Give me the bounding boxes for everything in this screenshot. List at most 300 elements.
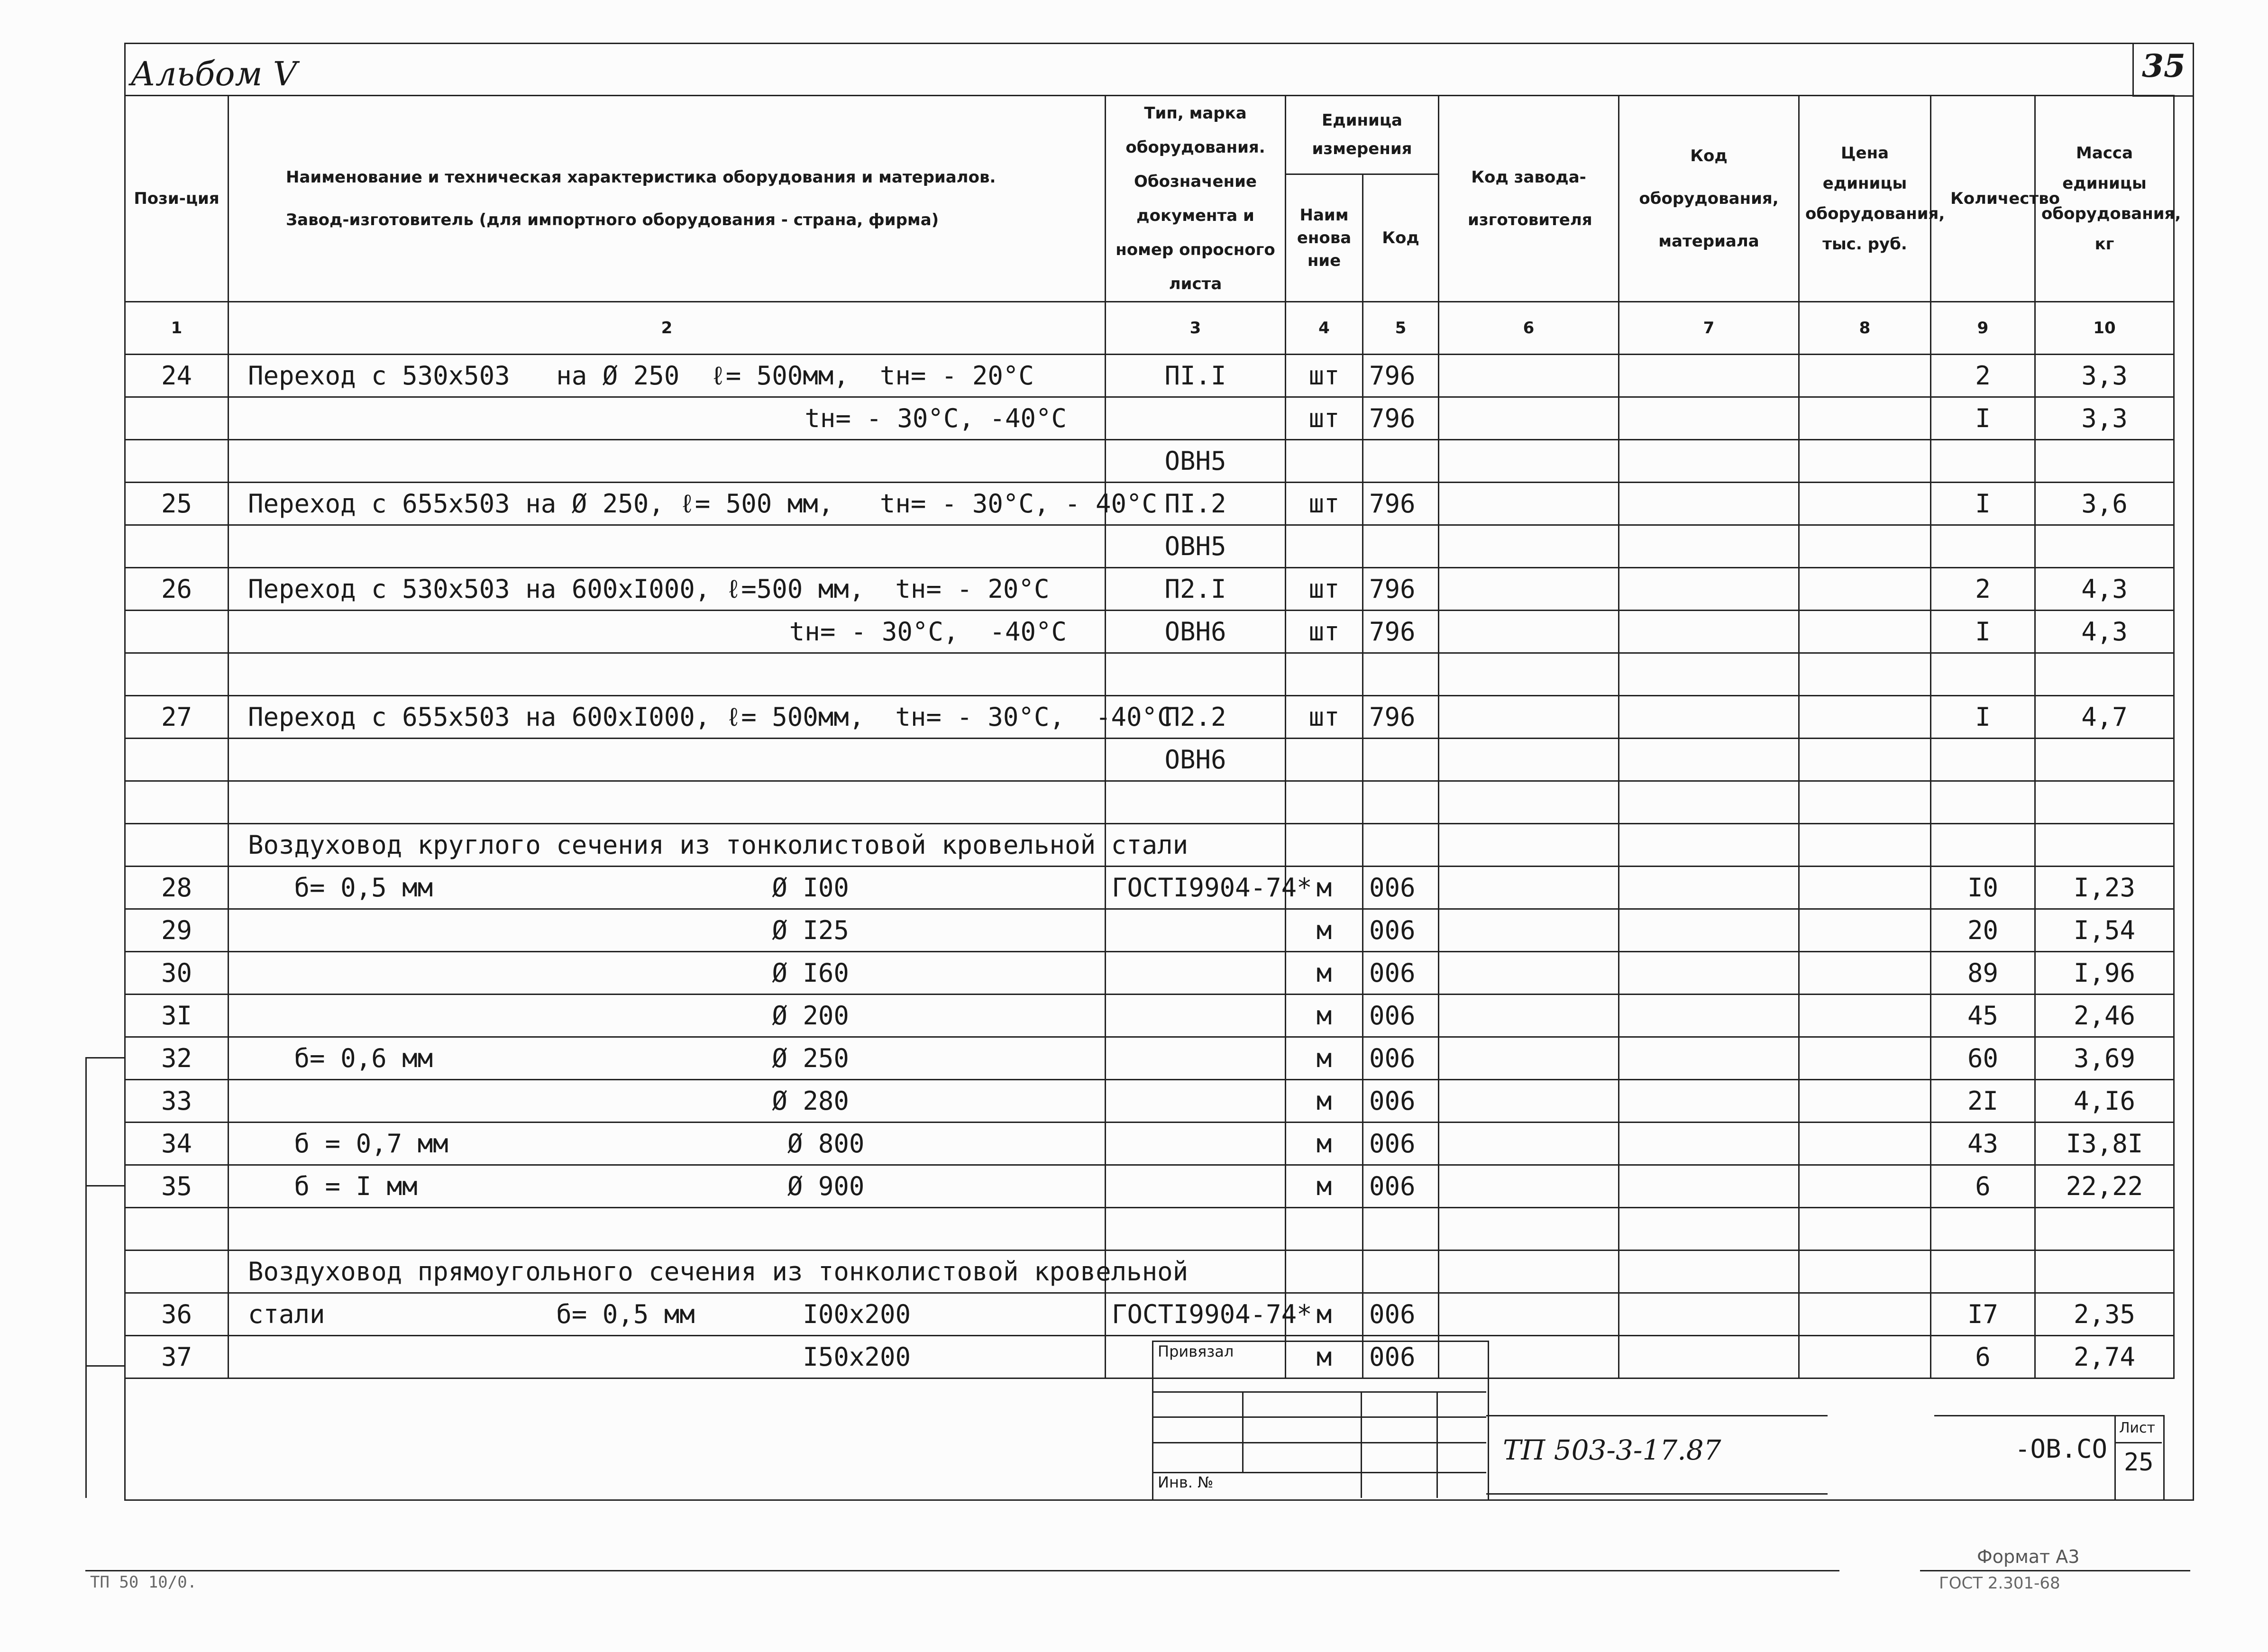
- code-cell: 796: [1363, 568, 1439, 611]
- mass-cell: I,54: [2035, 909, 2174, 952]
- position-cell: 29: [125, 909, 229, 952]
- header-unit-code: Код: [1363, 174, 1439, 301]
- factory-code-cell: [1439, 1250, 1619, 1293]
- factory-code-cell: [1439, 1123, 1619, 1165]
- header-name-line2: Завод-изготовитель (для импортного оборудования - страна, фирма): [286, 210, 939, 229]
- price-cell: [1799, 1037, 1931, 1080]
- material-code-cell: [1619, 824, 1799, 867]
- name-cell: Переход с 655х503 на Ø 250, ℓ= 500 мм, tн= - 30°С, - 40°С: [229, 483, 1106, 525]
- code-cell: 006: [1363, 1165, 1439, 1208]
- sheet-number: 25: [2124, 1448, 2154, 1477]
- type-cell: [1106, 653, 1286, 696]
- type-cell: [1106, 397, 1286, 440]
- type-cell: ОВН6: [1106, 611, 1286, 653]
- position-cell: 30: [125, 952, 229, 995]
- binding-line: [85, 1057, 87, 1498]
- name-cell: Ø I25: [229, 909, 1106, 952]
- price-cell: [1799, 781, 1931, 824]
- unit-cell: [1286, 525, 1363, 568]
- material-code-cell: [1619, 1165, 1799, 1208]
- code-cell: 006: [1363, 1123, 1439, 1165]
- unit-cell: м: [1286, 952, 1363, 995]
- doc-suffix: -ОВ.СО: [2015, 1434, 2108, 1464]
- mass-cell: 4,3: [2035, 611, 2174, 653]
- type-cell: [1106, 995, 1286, 1037]
- unit-cell: м: [1286, 1080, 1363, 1123]
- table-row: [125, 909, 2174, 952]
- corner-page-number: 35: [2142, 47, 2186, 84]
- stamp-inv-no: Инв. №: [1158, 1473, 1214, 1491]
- name-cell: Ø 280: [229, 1080, 1106, 1123]
- mass-cell: 4,7: [2035, 696, 2174, 739]
- price-cell: [1799, 696, 1931, 739]
- factory-code-cell: [1439, 1208, 1619, 1250]
- material-code-cell: [1619, 1123, 1799, 1165]
- table-row: [125, 696, 2174, 739]
- code-cell: 006: [1363, 952, 1439, 995]
- material-code-cell: [1619, 397, 1799, 440]
- header-price: Цена единицы оборудования, тыс. руб.: [1799, 96, 1931, 302]
- factory-code-cell: [1439, 440, 1619, 483]
- stamp-col-line: [1242, 1391, 1244, 1472]
- material-code-cell: [1619, 739, 1799, 781]
- type-cell: ГОСТI9904-74*: [1106, 1293, 1286, 1336]
- code-cell: 006: [1363, 867, 1439, 909]
- material-code-cell: [1619, 1037, 1799, 1080]
- quantity-cell: [1931, 1250, 2035, 1293]
- price-cell: [1799, 440, 1931, 483]
- quantity-cell: [1931, 739, 2035, 781]
- factory-code-cell: [1439, 824, 1619, 867]
- code-cell: 796: [1363, 397, 1439, 440]
- position-cell: [125, 611, 229, 653]
- mass-cell: 2,46: [2035, 995, 2174, 1037]
- factory-code-cell: [1439, 952, 1619, 995]
- quantity-cell: I: [1931, 483, 2035, 525]
- table-row: [125, 525, 2174, 568]
- type-cell: [1106, 781, 1286, 824]
- quantity-cell: I: [1931, 611, 2035, 653]
- price-cell: [1799, 653, 1931, 696]
- price-cell: [1799, 1208, 1931, 1250]
- material-code-cell: [1619, 440, 1799, 483]
- factory-code-cell: [1439, 781, 1619, 824]
- column-number: 2: [229, 302, 1106, 355]
- sheet-number-divider: [2114, 1442, 2162, 1443]
- material-code-cell: [1619, 1336, 1799, 1378]
- mass-cell: 2,35: [2035, 1293, 2174, 1336]
- name-cell: Ø I60: [229, 952, 1106, 995]
- price-cell: [1799, 397, 1931, 440]
- code-cell: [1363, 440, 1439, 483]
- name-cell: б = I мм Ø 900: [229, 1165, 1106, 1208]
- unit-cell: [1286, 1250, 1363, 1293]
- position-cell: [125, 824, 229, 867]
- bottom-left-text: ТП 50 10/0.: [90, 1573, 197, 1592]
- code-cell: 006: [1363, 995, 1439, 1037]
- table-row: [125, 1080, 2174, 1123]
- column-number: 10: [2035, 302, 2174, 355]
- quantity-cell: [1931, 653, 2035, 696]
- stamp-col-line: [1361, 1391, 1362, 1498]
- factory-code-cell: [1439, 653, 1619, 696]
- table-body: [125, 355, 2174, 1378]
- mass-cell: 4,I6: [2035, 1080, 2174, 1123]
- header-unit-group: Единица измерения: [1286, 96, 1439, 174]
- type-cell: [1106, 1037, 1286, 1080]
- column-number: 5: [1363, 302, 1439, 355]
- code-cell: 006: [1363, 909, 1439, 952]
- doc-code-line: [1486, 1493, 1828, 1495]
- name-cell: б= 0,5 мм Ø I00: [229, 867, 1106, 909]
- factory-code-cell: [1439, 1165, 1619, 1208]
- name-cell: Переход с 530х503 на 600хI000, ℓ=500 мм, tн= - 20°С: [229, 568, 1106, 611]
- header-material-code: Код оборудования, материала: [1619, 96, 1799, 302]
- mass-cell: 22,22: [2035, 1165, 2174, 1208]
- quantity-cell: 89: [1931, 952, 2035, 995]
- material-code-cell: [1619, 611, 1799, 653]
- price-cell: [1799, 355, 1931, 397]
- quantity-cell: [1931, 824, 2035, 867]
- material-code-cell: [1619, 995, 1799, 1037]
- column-number: 1: [125, 302, 229, 355]
- mass-cell: 3,3: [2035, 355, 2174, 397]
- material-code-cell: [1619, 1250, 1799, 1293]
- unit-cell: шт: [1286, 696, 1363, 739]
- mass-cell: 3,3: [2035, 397, 2174, 440]
- unit-cell: м: [1286, 1293, 1363, 1336]
- factory-code-cell: [1439, 739, 1619, 781]
- material-code-cell: [1619, 568, 1799, 611]
- unit-cell: [1286, 1208, 1363, 1250]
- table-row: [125, 1165, 2174, 1208]
- unit-cell: [1286, 781, 1363, 824]
- quantity-cell: [1931, 781, 2035, 824]
- material-code-cell: [1619, 483, 1799, 525]
- position-cell: 32: [125, 1037, 229, 1080]
- code-cell: [1363, 739, 1439, 781]
- table-row: [125, 867, 2174, 909]
- column-number: 6: [1439, 302, 1619, 355]
- material-code-cell: [1619, 653, 1799, 696]
- unit-cell: [1286, 440, 1363, 483]
- table-row: [125, 1208, 2174, 1250]
- table-row: [125, 653, 2174, 696]
- mass-cell: I,23: [2035, 867, 2174, 909]
- position-cell: 36: [125, 1293, 229, 1336]
- unit-cell: м: [1286, 1123, 1363, 1165]
- column-number: 3: [1106, 302, 1286, 355]
- mass-cell: [2035, 781, 2174, 824]
- type-cell: ОВН6: [1106, 739, 1286, 781]
- name-cell: [229, 525, 1106, 568]
- table-row: [125, 1250, 2174, 1293]
- unit-cell: м: [1286, 995, 1363, 1037]
- name-cell: Переход с 530х503 на Ø 250 ℓ= 500мм, tн= - 20°С: [229, 355, 1106, 397]
- name-cell: [229, 440, 1106, 483]
- position-cell: [125, 1208, 229, 1250]
- unit-cell: [1286, 824, 1363, 867]
- position-cell: [125, 397, 229, 440]
- factory-code-cell: [1439, 397, 1619, 440]
- table-row: [125, 568, 2174, 611]
- header-mass: Масса единицы оборудования, кг: [2035, 96, 2174, 302]
- price-cell: [1799, 611, 1931, 653]
- table-row: [125, 1123, 2174, 1165]
- name-cell: [229, 1208, 1106, 1250]
- table-row: [125, 440, 2174, 483]
- table-row: [125, 483, 2174, 525]
- position-cell: 33: [125, 1080, 229, 1123]
- doc-suffix-line: [1934, 1415, 2114, 1416]
- position-cell: 35: [125, 1165, 229, 1208]
- type-cell: ОВН5: [1106, 525, 1286, 568]
- name-cell: Ø 200: [229, 995, 1106, 1037]
- position-cell: [125, 525, 229, 568]
- factory-code-cell: [1439, 611, 1619, 653]
- table-row: [125, 995, 2174, 1037]
- material-code-cell: [1619, 952, 1799, 995]
- quantity-cell: 20: [1931, 909, 2035, 952]
- table-row: [125, 824, 2174, 867]
- doc-code: ТП 503-3-17.87: [1503, 1434, 1721, 1466]
- header-unit-name: Наименование: [1286, 174, 1363, 301]
- mass-cell: [2035, 824, 2174, 867]
- quantity-cell: 2: [1931, 355, 2035, 397]
- unit-cell: м: [1286, 1336, 1363, 1378]
- code-cell: [1363, 824, 1439, 867]
- header-type: Тип, марка оборудования. Обозначение документа и номер опросного листа: [1106, 96, 1286, 302]
- unit-cell: м: [1286, 1037, 1363, 1080]
- name-cell: [229, 781, 1106, 824]
- header-position: Пози-ция: [125, 96, 229, 302]
- type-cell: [1106, 1080, 1286, 1123]
- code-cell: 796: [1363, 696, 1439, 739]
- name-cell: Воздуховод круглого сечения из тонколистовой кровельной стали: [229, 824, 1106, 867]
- header-factory-code: Код завода-изготовителя: [1439, 96, 1619, 302]
- price-cell: [1799, 739, 1931, 781]
- factory-code-cell: [1439, 696, 1619, 739]
- binding-tick: [85, 1057, 124, 1059]
- doc-code-line: [1486, 1415, 1828, 1416]
- factory-code-cell: [1439, 909, 1619, 952]
- name-cell: tн= - 30°С, -40°С: [229, 397, 1106, 440]
- name-cell: б = 0,7 мм Ø 800: [229, 1123, 1106, 1165]
- table-row: [125, 1293, 2174, 1336]
- price-cell: [1799, 1250, 1931, 1293]
- position-cell: 34: [125, 1123, 229, 1165]
- factory-code-cell: [1439, 995, 1619, 1037]
- specification-table: [124, 95, 2181, 1379]
- type-cell: [1106, 952, 1286, 995]
- stamp-col-line: [1436, 1391, 1438, 1498]
- column-number: 4: [1286, 302, 1363, 355]
- material-code-cell: [1619, 696, 1799, 739]
- name-cell: стали б= 0,5 мм I00х200: [229, 1293, 1106, 1336]
- header-quantity: Количество: [1931, 96, 2035, 302]
- code-cell: 796: [1363, 611, 1439, 653]
- code-cell: 006: [1363, 1080, 1439, 1123]
- position-cell: 24: [125, 355, 229, 397]
- quantity-cell: I: [1931, 397, 2035, 440]
- price-cell: [1799, 1080, 1931, 1123]
- quantity-cell: 2I: [1931, 1080, 2035, 1123]
- price-cell: [1799, 952, 1931, 995]
- column-number: 7: [1619, 302, 1799, 355]
- quantity-cell: I: [1931, 696, 2035, 739]
- material-code-cell: [1619, 1293, 1799, 1336]
- material-code-cell: [1619, 867, 1799, 909]
- factory-code-cell: [1439, 525, 1619, 568]
- mass-cell: 4,3: [2035, 568, 2174, 611]
- factory-code-cell: [1439, 1293, 1619, 1336]
- name-cell: Воздуховод прямоугольного сечения из тонколистовой кровельной: [229, 1250, 1106, 1293]
- quantity-cell: [1931, 525, 2035, 568]
- position-cell: 28: [125, 867, 229, 909]
- table-row: [125, 781, 2174, 824]
- price-cell: [1799, 1336, 1931, 1378]
- mass-cell: 2,74: [2035, 1336, 2174, 1378]
- type-cell: [1106, 1165, 1286, 1208]
- mass-cell: [2035, 1250, 2174, 1293]
- quantity-cell: 6: [1931, 1165, 2035, 1208]
- position-cell: 37: [125, 1336, 229, 1378]
- code-cell: 796: [1363, 483, 1439, 525]
- position-cell: 26: [125, 568, 229, 611]
- unit-cell: м: [1286, 909, 1363, 952]
- column-number: 9: [1931, 302, 2035, 355]
- position-cell: 25: [125, 483, 229, 525]
- name-cell: [229, 739, 1106, 781]
- header-name-line1: Наименование и техническая характеристика оборудования и материалов.: [286, 168, 996, 187]
- position-cell: 3I: [125, 995, 229, 1037]
- table-row: [125, 611, 2174, 653]
- stamp-privyazal: Привязал: [1158, 1342, 1234, 1360]
- factory-code-cell: [1439, 1080, 1619, 1123]
- table-row: [125, 355, 2174, 397]
- type-cell: ПI.I: [1106, 355, 1286, 397]
- code-cell: [1363, 525, 1439, 568]
- factory-code-cell: [1439, 355, 1619, 397]
- price-cell: [1799, 1165, 1931, 1208]
- mass-cell: [2035, 653, 2174, 696]
- unit-cell: [1286, 739, 1363, 781]
- mass-cell: [2035, 440, 2174, 483]
- binding-tick: [85, 1365, 124, 1367]
- name-cell: tн= - 30°С, -40°С: [229, 611, 1106, 653]
- price-cell: [1799, 483, 1931, 525]
- column-number: 8: [1799, 302, 1931, 355]
- quantity-cell: [1931, 1208, 2035, 1250]
- name-cell: Переход с 655х503 на 600хI000, ℓ= 500мм, tн= - 30°С, -40°С: [229, 696, 1106, 739]
- code-cell: [1363, 781, 1439, 824]
- mass-cell: 3,69: [2035, 1037, 2174, 1080]
- price-cell: [1799, 867, 1931, 909]
- quantity-cell: 2: [1931, 568, 2035, 611]
- quantity-cell: 6: [1931, 1336, 2035, 1378]
- position-cell: [125, 781, 229, 824]
- material-code-cell: [1619, 1080, 1799, 1123]
- position-cell: [125, 739, 229, 781]
- quantity-cell: I0: [1931, 867, 2035, 909]
- table-row: [125, 1336, 2174, 1378]
- type-cell: [1106, 1123, 1286, 1165]
- table-row: [125, 739, 2174, 781]
- name-cell: [229, 653, 1106, 696]
- mass-cell: [2035, 739, 2174, 781]
- code-cell: 006: [1363, 1336, 1439, 1378]
- binding-tick: [85, 1185, 124, 1187]
- type-cell: [1106, 1208, 1286, 1250]
- factory-code-cell: [1439, 483, 1619, 525]
- bottom-line: [1920, 1570, 2190, 1571]
- position-cell: [125, 440, 229, 483]
- column-number-row: [125, 302, 2174, 355]
- code-cell: [1363, 1250, 1439, 1293]
- type-cell: П2.I: [1106, 568, 1286, 611]
- quantity-cell: 45: [1931, 995, 2035, 1037]
- type-cell: [1106, 909, 1286, 952]
- material-code-cell: [1619, 781, 1799, 824]
- factory-code-cell: [1439, 568, 1619, 611]
- mass-cell: I3,8I: [2035, 1123, 2174, 1165]
- position-cell: [125, 653, 229, 696]
- material-code-cell: [1619, 355, 1799, 397]
- price-cell: [1799, 1293, 1931, 1336]
- material-code-cell: [1619, 525, 1799, 568]
- code-cell: 006: [1363, 1037, 1439, 1080]
- type-cell: ПI.2: [1106, 483, 1286, 525]
- code-cell: 006: [1363, 1293, 1439, 1336]
- quantity-cell: 60: [1931, 1037, 2035, 1080]
- unit-cell: м: [1286, 867, 1363, 909]
- position-cell: 27: [125, 696, 229, 739]
- name-cell: I50х200: [229, 1336, 1106, 1378]
- material-code-cell: [1619, 1208, 1799, 1250]
- quantity-cell: I7: [1931, 1293, 2035, 1336]
- type-cell: П2.2: [1106, 696, 1286, 739]
- unit-cell: м: [1286, 1165, 1363, 1208]
- code-cell: [1363, 653, 1439, 696]
- mass-cell: [2035, 525, 2174, 568]
- price-cell: [1799, 1123, 1931, 1165]
- code-cell: 796: [1363, 355, 1439, 397]
- price-cell: [1799, 909, 1931, 952]
- table-row: [125, 952, 2174, 995]
- quantity-cell: [1931, 440, 2035, 483]
- unit-cell: шт: [1286, 355, 1363, 397]
- price-cell: [1799, 525, 1931, 568]
- header-name: [229, 96, 1106, 302]
- gost-label: ГОСТ 2.301-68: [1939, 1574, 2060, 1593]
- format-label: Формат А3: [1977, 1546, 2080, 1567]
- unit-cell: [1286, 653, 1363, 696]
- unit-cell: шт: [1286, 397, 1363, 440]
- type-cell: ГОСТI9904-74*: [1106, 867, 1286, 909]
- mass-cell: I,96: [2035, 952, 2174, 995]
- sheet-label: Лист: [2119, 1420, 2156, 1436]
- mass-cell: [2035, 1208, 2174, 1250]
- unit-cell: шт: [1286, 611, 1363, 653]
- table-row: [125, 397, 2174, 440]
- code-cell: [1363, 1208, 1439, 1250]
- unit-cell: шт: [1286, 483, 1363, 525]
- material-code-cell: [1619, 909, 1799, 952]
- factory-code-cell: [1439, 867, 1619, 909]
- quantity-cell: 43: [1931, 1123, 2035, 1165]
- price-cell: [1799, 995, 1931, 1037]
- position-cell: [125, 1250, 229, 1293]
